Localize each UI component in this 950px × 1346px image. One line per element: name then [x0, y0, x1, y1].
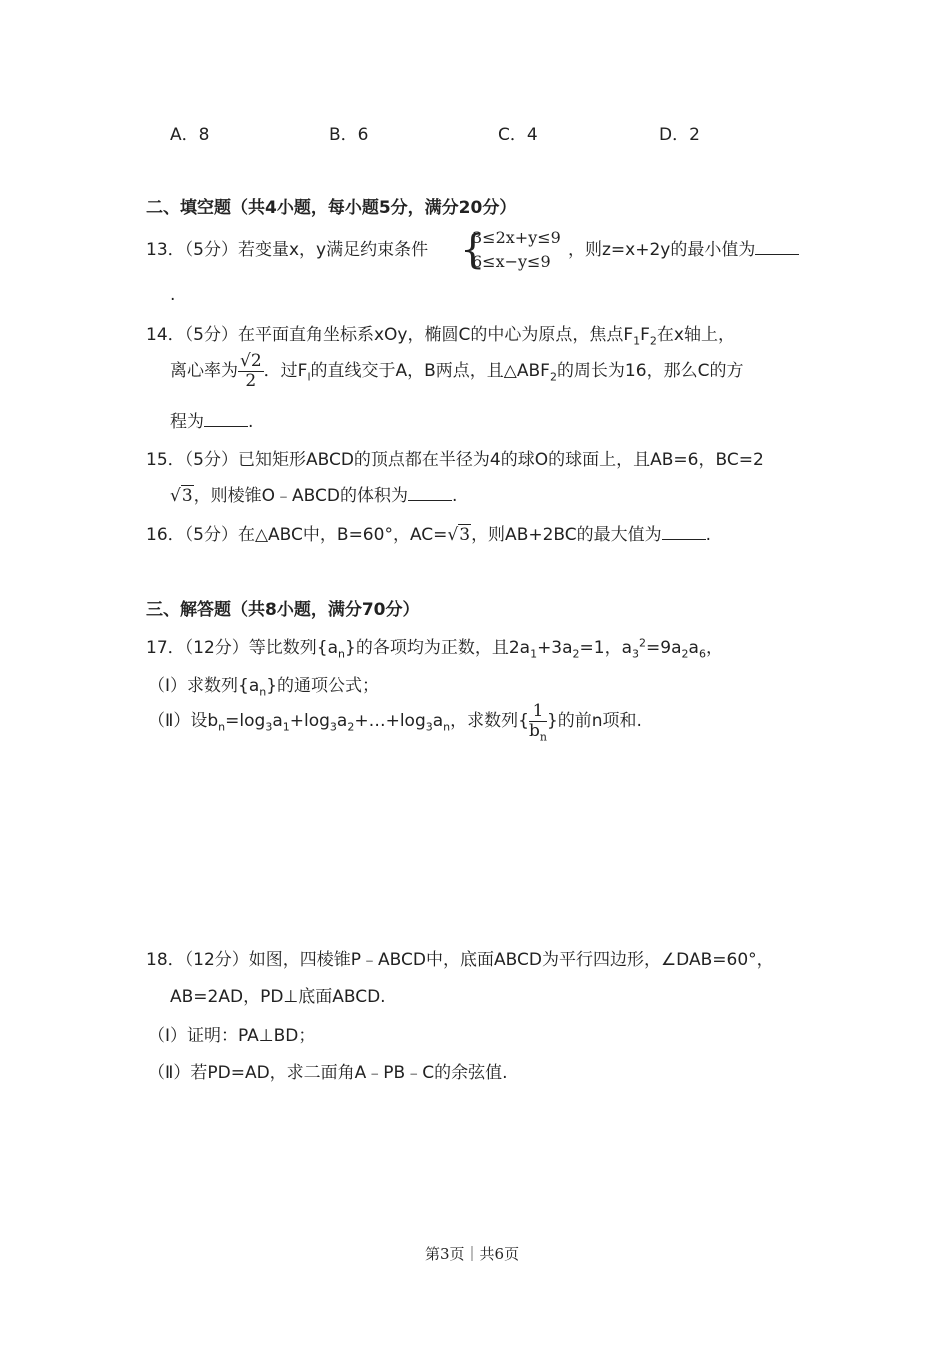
q18-part1-label: （Ⅰ） — [148, 1026, 188, 1046]
q14-text-2d: 的周长为16，那么C的方 — [556, 360, 744, 381]
q18-number: 18． — [146, 950, 185, 970]
q13-constraint-2: 6≤x−y≤9 — [472, 252, 551, 271]
q16-text-b: ，则AB+2BC的最大值为 — [471, 525, 662, 545]
q17-part2-text: }的前n项和. — [546, 710, 642, 731]
page-footer: 第3页｜共6页 — [425, 1245, 520, 1263]
q17-text: +3a — [537, 638, 573, 658]
q17-text: a — [688, 638, 699, 658]
q18-part1 — [148, 1026, 315, 1046]
q14-text-1b: 在x轴上， — [656, 325, 735, 345]
q17-part2-text: +…+log — [354, 710, 426, 731]
q17-part2-text: ，求数列{ — [450, 710, 529, 731]
q17-text: }的各项均为正数，且2a — [345, 638, 531, 658]
answer-blank — [755, 240, 799, 255]
q15-text-2: ，则棱锥O﹣ABCD的体积为 — [193, 486, 409, 506]
q17-part2-text: +log — [289, 710, 330, 731]
q16 — [146, 525, 711, 545]
q15-line1 — [146, 450, 764, 470]
q14-text-3: 程为 — [170, 412, 204, 432]
answer-blank — [662, 525, 706, 540]
q18-score: （12分） — [184, 950, 249, 970]
q16-text-a: 在△ABC中，B=60°，AC= — [237, 525, 448, 545]
q15-end: . — [452, 486, 458, 506]
q15-radicand: 3 — [181, 486, 193, 506]
q15-number: 15． — [146, 450, 185, 470]
q14-number: 14． — [146, 325, 185, 345]
q13-end: . — [170, 285, 176, 305]
q17-part1: （Ⅰ）求数列$\{a_n\}$的通项公式； — [148, 676, 380, 699]
q17-part2-text: =log — [225, 710, 266, 731]
q13-score: （5分） — [184, 240, 238, 260]
q14-text-2a: 离心率为 — [170, 360, 238, 381]
q16-score: （5分） — [184, 525, 238, 545]
q13-text-a: 若变量x，y满足约束条件 — [237, 240, 429, 260]
q13-constraint-system — [460, 228, 580, 278]
option-d: D．2 — [659, 125, 700, 145]
q13-number: 13． — [146, 240, 185, 260]
q17-part1-text: }的通项公式； — [266, 676, 380, 696]
q17-text: 等比数列{a — [248, 638, 339, 658]
q17-part2-text: a — [336, 710, 348, 731]
q16-end: . — [705, 525, 712, 545]
option-b: B．6 — [329, 125, 369, 145]
q17-part2-text: a — [272, 710, 283, 731]
fraction-numerator: 1 — [529, 702, 547, 722]
option-c: C．4 — [498, 125, 538, 145]
q18-part1-text: 证明：PA⊥BD； — [187, 1026, 316, 1046]
q14-text-2b: ．过F — [263, 360, 308, 381]
q13-constraint-1: 3≤2x+y≤9 — [472, 228, 561, 247]
q14-score: （5分） — [184, 325, 238, 345]
fraction-denominator: $b_n$ — [528, 720, 547, 744]
answer-blank — [204, 412, 248, 427]
q18-part2-label: （Ⅱ） — [148, 1063, 191, 1083]
sqrt-icon: √3 — [447, 525, 471, 545]
fraction-denominator-text: b — [528, 720, 540, 741]
q13 — [146, 240, 428, 260]
section2-title: 二、填空题（共4小题，每小题5分，满分20分） — [146, 198, 517, 218]
sqrt-icon: √3 — [170, 486, 193, 506]
fraction-denominator: 2 — [245, 370, 257, 391]
q18-line2: AB=2AD，PD⊥底面ABCD. — [170, 987, 386, 1007]
q15-line2 — [170, 486, 457, 506]
q17-text: ， — [705, 638, 723, 658]
q14-eccentricity-fraction — [238, 352, 264, 390]
q14-line2: 离心率为 $\frac{√2}{2}$ ．过$F_l$的直线交于A，B两点，且$\triangle ABF_2$的周长为16，那么C的方 — [170, 351, 744, 391]
q17-text: =1，a — [579, 638, 633, 658]
q18-text-1: 如图，四棱锥P﹣ABCD中，底面ABCD为平行四边形，∠DAB=60°， — [248, 950, 774, 970]
q18-part2 — [148, 1063, 508, 1083]
q13-text-b: ，则z=x+2y的最小值为 — [568, 240, 756, 260]
q14-text-1: 在平面直角坐标系xOy，椭圆C的中心为原点，焦点F — [237, 325, 634, 345]
fraction-numerator: √2 — [240, 351, 262, 371]
brace-icon: { — [460, 227, 486, 273]
q18-part2-text: 若PD=AD，求二面角A﹣PB﹣C的余弦值. — [190, 1063, 508, 1083]
q17-part2: （Ⅱ）设$b_n=\log_3a_1+\log_3a_2+\dots+\log_3a_n$，求数列{ $\frac{1}{b_n}$ }的前n项和. — [148, 701, 642, 744]
q18-line1 — [146, 950, 774, 970]
q16-radicand: 3 — [459, 525, 471, 545]
q17-part2-text: 设b — [190, 710, 219, 731]
q17-text: =9a — [646, 638, 682, 658]
q16-number: 16． — [146, 525, 185, 545]
q17-part1-text: 求数列{a — [187, 676, 260, 696]
answer-blank — [408, 486, 452, 501]
q17-line1: 17．（12分）等比数列$\{a_n\}$的各项均为正数，且$2a_1+3a_2=1$，$a_3^2=9a_2a_6$， — [146, 636, 723, 661]
q17-part2-label: （Ⅱ） — [148, 710, 191, 731]
q15-text-1: 已知矩形ABCD的顶点都在半径为4的球O的球面上，且AB=6，BC=2 — [237, 450, 764, 470]
q17-part1-label: （Ⅰ） — [148, 676, 188, 696]
q17-score: （12分） — [184, 638, 249, 658]
q14-line1: 14．（5分）在平面直角坐标系xOy，椭圆C的中心为原点，焦点$F_1F_2$在x轴上， — [146, 325, 735, 348]
q17-fraction — [528, 701, 547, 744]
q14-line3 — [170, 412, 253, 432]
q13-tail — [568, 240, 799, 260]
section3-title: 三、解答题（共8小题，满分70分） — [146, 600, 420, 620]
q17-part2-text: a — [432, 710, 444, 731]
q15-score: （5分） — [184, 450, 238, 470]
q14-end: . — [248, 412, 254, 432]
q17-number: 17． — [146, 638, 185, 658]
option-a: A．8 — [170, 125, 210, 145]
q14-text-2c: 的直线交于A，B两点，且△ABF — [310, 360, 550, 381]
